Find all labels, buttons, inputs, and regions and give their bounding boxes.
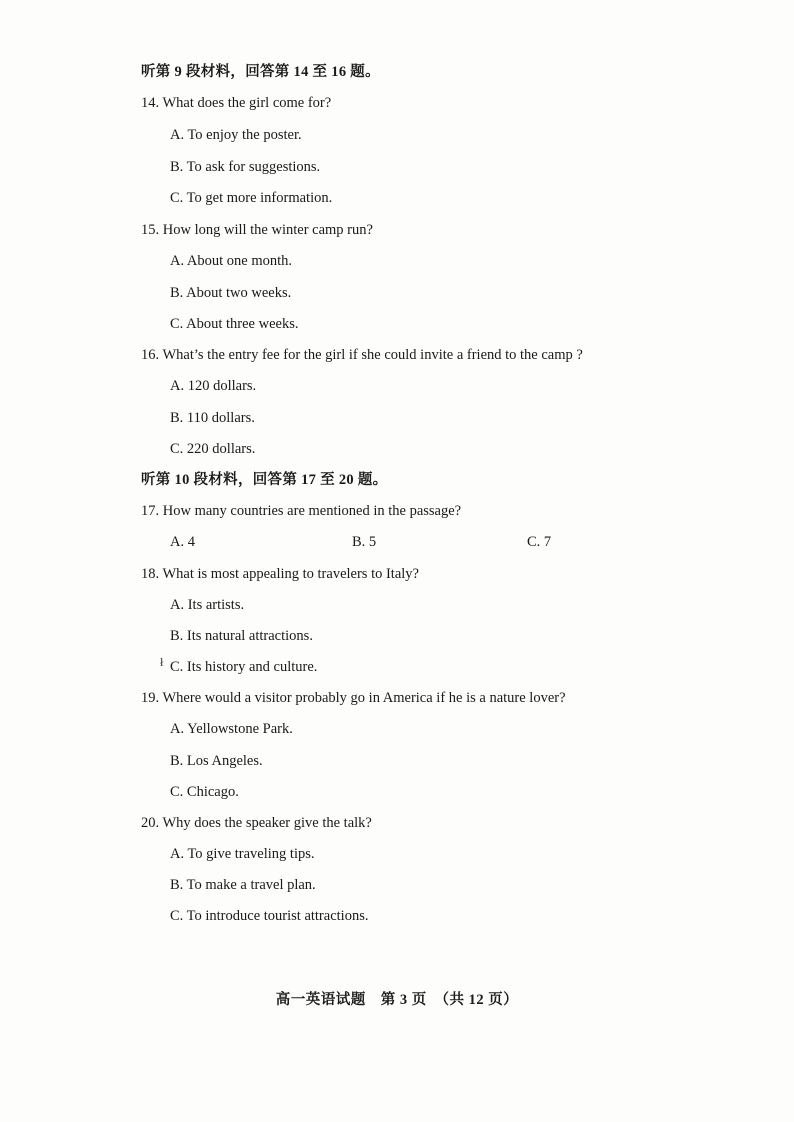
- question-14: 14. What does the girl come for?: [141, 95, 332, 111]
- section-heading-9: 听第 9 段材料，回答第 14 至 16 题。: [141, 64, 380, 80]
- q15-option-a: A. About one month.: [170, 253, 293, 269]
- q16-option-b: B. 110 dollars.: [170, 410, 255, 426]
- q19-option-c: C. Chicago.: [170, 784, 239, 800]
- q15-option-b: B. About two weeks.: [170, 285, 292, 301]
- question-15: 15. How long will the winter camp run?: [141, 222, 373, 238]
- q20-option-c: C. To introduce tourist attractions.: [170, 908, 369, 924]
- question-18: 18. What is most appealing to travelers to Italy?: [141, 566, 419, 582]
- q14-option-c: C. To get more information.: [170, 190, 333, 206]
- q18-option-a: A. Its artists.: [170, 597, 245, 613]
- question-19: 19. Where would a visitor probably go in America if he is a nature lover?: [141, 690, 566, 706]
- question-17: 17. How many countries are mentioned in the passage?: [141, 503, 462, 519]
- q20-option-b: B. To make a travel plan.: [170, 877, 316, 893]
- q14-option-b: B. To ask for suggestions.: [170, 159, 321, 175]
- q17-option-c: C. 7: [527, 534, 552, 550]
- q18-option-b: B. Its natural attractions.: [170, 628, 313, 644]
- q19-option-b: B. Los Angeles.: [170, 753, 263, 769]
- q14-option-a: A. To enjoy the poster.: [170, 127, 302, 143]
- q17-option-b: B. 5: [352, 534, 377, 550]
- q18-option-c: C. Its history and culture.: [170, 659, 318, 675]
- pencil-mark: ł: [160, 655, 164, 669]
- question-16: 16. What’s the entry fee for the girl if she could invite a friend to the camp ?: [141, 347, 583, 363]
- q16-option-c: C. 220 dollars.: [170, 441, 256, 457]
- page-footer: 高一英语试题 第 3 页 （共 12 页）: [275, 992, 519, 1008]
- q17-option-a: A. 4: [170, 534, 195, 550]
- q15-option-c: C. About three weeks.: [170, 316, 299, 332]
- q20-option-a: A. To give traveling tips.: [170, 846, 315, 862]
- question-20: 20. Why does the speaker give the talk?: [141, 815, 372, 831]
- q16-option-a: A. 120 dollars.: [170, 378, 257, 394]
- section-heading-10: 听第 10 段材料，回答第 17 至 20 题。: [141, 472, 388, 488]
- q19-option-a: A. Yellowstone Park.: [170, 721, 293, 737]
